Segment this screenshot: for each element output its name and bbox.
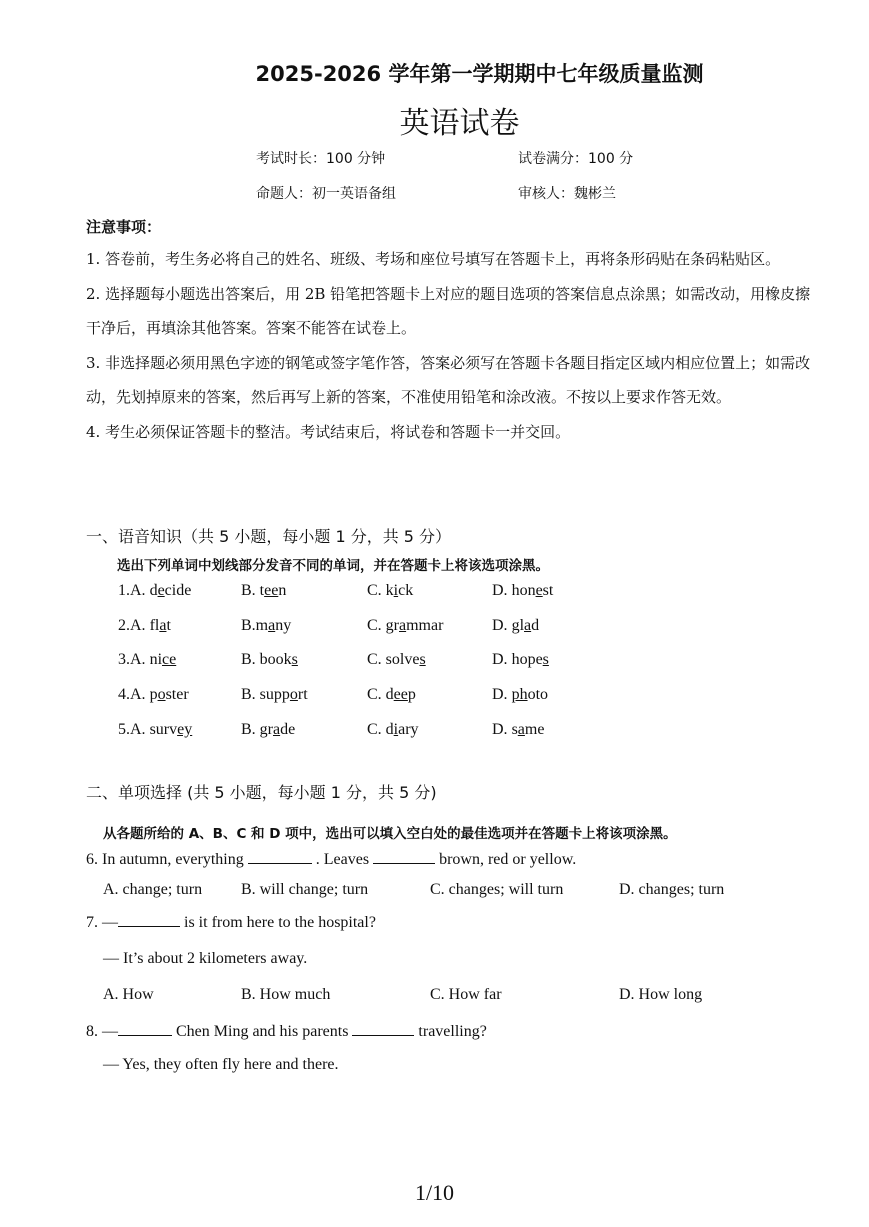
word-part: d [531, 616, 540, 634]
answer-blank [118, 912, 180, 927]
phonetic-option [241, 686, 308, 704]
phonetic-option [492, 617, 539, 635]
word-part: gl [507, 616, 525, 634]
underlined-part: a [517, 720, 525, 738]
word-part: me [524, 720, 545, 738]
word-part: rt [297, 686, 308, 704]
question-number: 5. [118, 720, 130, 738]
word-part: ny [275, 616, 292, 634]
word-part: mmar [406, 616, 444, 634]
question-number: 4. [118, 686, 130, 704]
q7-option-b: B. How much [241, 986, 331, 1003]
underlined-part: a [524, 616, 532, 634]
q8-reply: — Yes, they often fly here and there. [103, 1056, 339, 1073]
word-part: s [507, 720, 518, 738]
q7-option-d: D. How long [619, 986, 703, 1003]
word-part: gr [255, 720, 273, 738]
option-label: C. [367, 616, 382, 634]
q6-option-d: D. changes; turn [619, 881, 725, 898]
q6-stem-a: 6. In autumn, everything [86, 851, 244, 868]
underlined-part: ph [511, 686, 528, 704]
exam-title: 2025-2026 学年第一学期期中七年级质量监测 [255, 62, 704, 86]
underlined-part: o [157, 686, 166, 704]
option-label: C. [367, 651, 382, 669]
phonetic-option [367, 582, 413, 600]
word-part: m [255, 616, 269, 634]
underlined-part: ee [264, 582, 279, 599]
phonetic-option [241, 721, 295, 739]
phonetic-option [492, 686, 548, 704]
option-label: C. [367, 582, 382, 599]
word-part: d [145, 582, 158, 599]
question-number: 3. [118, 651, 130, 669]
answer-blank [373, 849, 435, 864]
phonetic-option [118, 651, 176, 669]
q6-option-c: C. changes; will turn [430, 881, 564, 898]
word-part: supp [255, 686, 290, 704]
phonetic-option [367, 651, 426, 669]
reviewer: 审核人：魏彬兰 [518, 186, 616, 202]
answer-blank [248, 849, 312, 864]
exam-duration: 考试时长：100 分钟 [256, 151, 386, 167]
phonetic-option [118, 617, 171, 635]
option-label: D. [492, 686, 508, 704]
underlined-part: a [159, 616, 167, 634]
option-label: A. [130, 616, 146, 634]
phonetic-option [241, 617, 291, 635]
question-number: 2. [118, 616, 130, 634]
q8-stem-a: 8. — [86, 1023, 118, 1040]
word-part: st [542, 582, 554, 599]
option-label: C. [367, 720, 382, 738]
underlined-part: o [289, 686, 298, 704]
word-part: book [255, 651, 292, 669]
notes-heading: 注意事项： [86, 218, 162, 236]
question-8-stem [86, 1021, 487, 1041]
q6-stem-b: . Leaves [315, 851, 370, 868]
option-label: D. [492, 651, 508, 669]
word-part: ni [145, 651, 163, 669]
notes-list [86, 242, 816, 449]
option-label: D. [492, 616, 508, 634]
underlined-part: ey [177, 720, 193, 738]
underlined-part: i [393, 582, 399, 599]
underlined-part: a [399, 616, 407, 634]
word-part: t [166, 616, 171, 634]
underlined-part: s [419, 651, 426, 669]
phonetic-option [367, 686, 416, 704]
word-part: surv [145, 720, 178, 738]
q8-stem-c: travelling? [418, 1023, 487, 1040]
underlined-part: s [542, 651, 549, 669]
phonetic-option [367, 617, 443, 635]
note-item: 2. 选择题每小题选出答案后，用 2B 铅笔把答题卡上对应的题目选项的答案信息点涂黑；如需改动，用橡皮擦干净后，再填涂其他答案。答案不能答在试卷上。 [86, 284, 811, 337]
word-part: oto [527, 686, 549, 704]
underlined-part: s [291, 651, 298, 669]
phonetic-option [118, 686, 189, 704]
word-part: ck [398, 582, 414, 599]
option-label: B. [241, 686, 256, 704]
option-label: A. [130, 582, 146, 599]
word-part: k [381, 582, 394, 599]
word-part: hope [507, 651, 543, 669]
word-part: n [278, 582, 287, 599]
note-item: 1. 答卷前，考生务必将自己的姓名、班级、考场和座位号填写在答题卡上，再将条形码贴在条码粘贴区。 [86, 250, 781, 268]
question-7-stem [86, 912, 376, 932]
option-label: B. [241, 720, 256, 738]
phonetic-option [367, 721, 419, 739]
word-part: gr [381, 616, 399, 634]
phonetic-option [492, 651, 549, 669]
q7-option-c: C. How far [430, 986, 502, 1003]
word-part: hon [507, 582, 536, 599]
note-item: 4. 考生必须保证答题卡的整洁。考试结束后，将试卷和答题卡一并交回。 [86, 422, 571, 441]
word-part: p [407, 686, 416, 704]
q7-option-a: A. How [103, 986, 154, 1003]
option-label: A. [130, 720, 146, 738]
underlined-part: ce [162, 651, 177, 669]
section1-heading: 一、语音知识（共 5 小题，每小题 1 分，共 5 分） [86, 527, 452, 546]
section1-instruction: 选出下列单词中划线部分发音不同的单词，并在答题卡上将该选项涂黑。 [117, 558, 549, 574]
q6-option-a: A. change; turn [103, 881, 203, 898]
phonetic-option [241, 582, 286, 600]
underlined-part: e [157, 582, 165, 599]
phonetic-option [492, 582, 553, 600]
option-label: D. [492, 582, 508, 599]
word-part: fl [145, 616, 160, 634]
page-number: 1/10 [414, 1180, 455, 1205]
phonetic-option [118, 582, 191, 600]
word-part: ary [398, 720, 419, 738]
word-part: ster [165, 686, 189, 704]
word-part: cide [164, 582, 192, 599]
question-6-stem [86, 849, 576, 869]
option-label: A. [130, 686, 146, 704]
phonetic-option [241, 651, 298, 669]
word-part: solve [381, 651, 420, 669]
q7-stem-a: 7. — [86, 914, 118, 931]
option-label: B. [241, 651, 256, 669]
author: 命题人：初一英语备组 [256, 186, 396, 202]
word-part: t [255, 582, 265, 599]
underlined-part: a [268, 616, 276, 634]
option-label: D. [492, 720, 508, 738]
q6-option-b: B. will change; turn [241, 881, 369, 898]
full-score: 试卷满分：100 分 [518, 151, 634, 167]
option-label: A. [130, 651, 146, 669]
underlined-part: e [535, 582, 543, 599]
option-label: C. [367, 686, 382, 704]
note-item: 3. 非选择题必须用黑色字迹的钢笔或签字笔作答，答案必须写在答题卡各题目指定区域内相应位置上；如需改动，先划掉原来的答案，然后再写上新的答案，不准使用铅笔和涂改液。不按以上要求作答无效。 [86, 353, 811, 406]
underlined-part: ee [393, 686, 408, 704]
phonetic-option [492, 721, 544, 739]
q7-stem-b: is it from here to the hospital? [184, 914, 376, 931]
word-part: de [280, 720, 296, 738]
question-number: 1. [118, 582, 130, 599]
word-part: d [381, 720, 394, 738]
subject-title: 英语试卷 [399, 106, 520, 141]
q7-reply: — It’s about 2 kilometers away. [103, 950, 308, 967]
underlined-part: a [273, 720, 281, 738]
answer-blank [352, 1021, 414, 1036]
option-label: B. [241, 582, 256, 599]
section2-instruction: 从各题所给的 A、B、C 和 D 项中，选出可以填入空白处的最佳选项并在答题卡上将该项涂黑。 [103, 826, 677, 842]
option-label: B. [241, 616, 256, 634]
word-part: p [145, 686, 158, 704]
answer-blank [118, 1021, 172, 1036]
q6-stem-c: brown, red or yellow. [439, 851, 577, 868]
underlined-part: i [393, 720, 399, 738]
phonetic-option [118, 721, 192, 739]
word-part: d [381, 686, 394, 704]
section2-heading: 二、单项选择 (共 5 小题，每小题 1 分，共 5 分) [86, 783, 437, 802]
q8-stem-b: Chen Ming and his parents [176, 1023, 349, 1040]
